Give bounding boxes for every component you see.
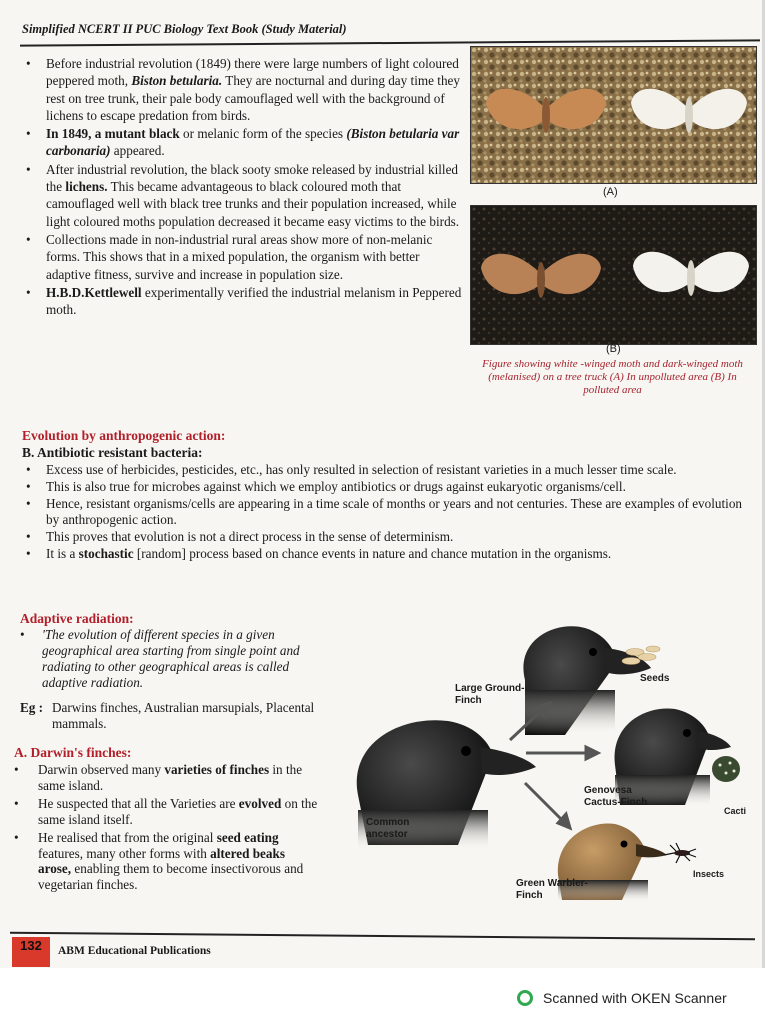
large-ground-finch-head	[523, 626, 651, 735]
label-seeds: Seeds	[640, 673, 670, 684]
moth-photo-polluted	[470, 205, 757, 345]
bullet-stochastic: • It is a stochastic [random] process based on chance events in nature and chance mutation in the organisms.	[22, 546, 757, 562]
footer-rule	[10, 932, 755, 940]
section-title-anthropogenic: Evolution by anthropogenic action:	[22, 428, 226, 443]
bullet-herbicides: • Excess use of herbicides, pesticides, etc., has only resulted in selection of resistant varieties in a much lesser time scale.	[22, 462, 757, 478]
adaptive-definition: • 'The evolution of different species in a given geographical area starting from single point and radiating to other geographical areas is called adaptive radiation.	[20, 627, 300, 690]
darwin-list	[14, 762, 320, 892]
label-large-ground-finch: Large Ground-Finch	[455, 683, 525, 706]
darwin-bullet-2: • He suspected that all the Varieties are evolved on the same island itself.	[14, 796, 318, 827]
label-insects: Insects	[693, 869, 725, 879]
bullet-resistant: • Hence, resistant organisms/cells are appearing in a time scale of months or years and not centuries. These are examples of evolution by anthropogenic action.	[22, 496, 757, 528]
darwin-bullet-3: • He realised that from the original seed eating features, many other forms with altered beaks arose, enabling them to become insectivorous and vegetarian finches.	[14, 830, 304, 892]
anthropogenic-list	[22, 462, 757, 563]
scanner-logo-icon	[517, 990, 533, 1006]
label-genovesa-cactus-finch: Genovesa Cactus-Finch	[584, 785, 648, 808]
insect-icon	[664, 843, 696, 863]
moth-photo-unpolluted	[470, 46, 757, 184]
bullet-mutant: • In 1849, a mutant black or melanic form of the species (Biston betularia var carbonaria) appeared.	[22, 125, 462, 160]
subsection-antibiotic: B. Antibiotic resistant bacteria:	[22, 445, 203, 460]
figure-label-a: (A)	[603, 186, 618, 198]
label-common-ancestor: Common ancestor	[366, 817, 410, 840]
bullet-collections: • Collections made in non-industrial rural areas show more of non-melanic forms. This shows that in a mixed population, the organism with better adaptive fitness, survive and increase in population size.	[22, 231, 462, 283]
section-title-adaptive: Adaptive radiation:	[20, 611, 134, 626]
moth-photo-unpolluted-image	[471, 47, 756, 183]
cacti-icon	[712, 756, 740, 782]
label-green-warbler-finch: Green Warbler-Finch	[516, 878, 588, 901]
section-title-darwin: A. Darwin's finches:	[14, 745, 132, 760]
moth-text-block	[22, 55, 462, 319]
darwin-bullet-1: • Darwin observed many varieties of finches in the same island.	[14, 762, 303, 793]
moth-photo-polluted-image	[471, 206, 756, 344]
scanner-watermark: Scanned with OKEN Scanner	[517, 990, 727, 1006]
bullet-microbes: • This is also true for microbes against which we employ antibiotics or drugs against eukaryotic organisms/cell.	[22, 479, 757, 495]
adaptive-examples: Eg : Darwins finches, Australian marsupials, Placental mammals.	[20, 700, 315, 731]
bullet-pre-industrial: • Before industrial revolution (1849) there were large numbers of light coloured peppered moth, Biston betularia. They are nocturnal and during day time they rest on tree trunk, their pale body camouflaged well with the background of lichens to escape predation from birds.	[22, 55, 462, 124]
page-number-badge: 132	[12, 937, 50, 967]
bullet-kettlewell: • H.B.D.Kettlewell experimentally verified the industrial melanism in Peppered moth.	[22, 284, 462, 319]
running-header: Simplified NCERT II PUC Biology Text Book (Study Material)	[22, 22, 347, 36]
label-cacti: Cacti	[724, 806, 747, 816]
bullet-post-industrial: • After industrial revolution, the black sooty smoke released by industrial killed the lichens. This became advantageous to black coloured moth that camouflaged well with black tree trunks and their population increased, while light coloured moths population decreased it became easy victims to the birds.	[22, 161, 462, 230]
bullet-determinism: • This proves that evolution is not a direct process in the sense of determinism.	[22, 529, 757, 545]
moth-figure-caption: Figure showing white -winged moth and dark-winged moth (melanised) on a tree truck (A) In unpolluted area (B) In polluted area	[482, 358, 743, 396]
publisher-name: ABM Educational Publications	[58, 945, 211, 957]
figure-label-b: (B)	[606, 343, 621, 355]
